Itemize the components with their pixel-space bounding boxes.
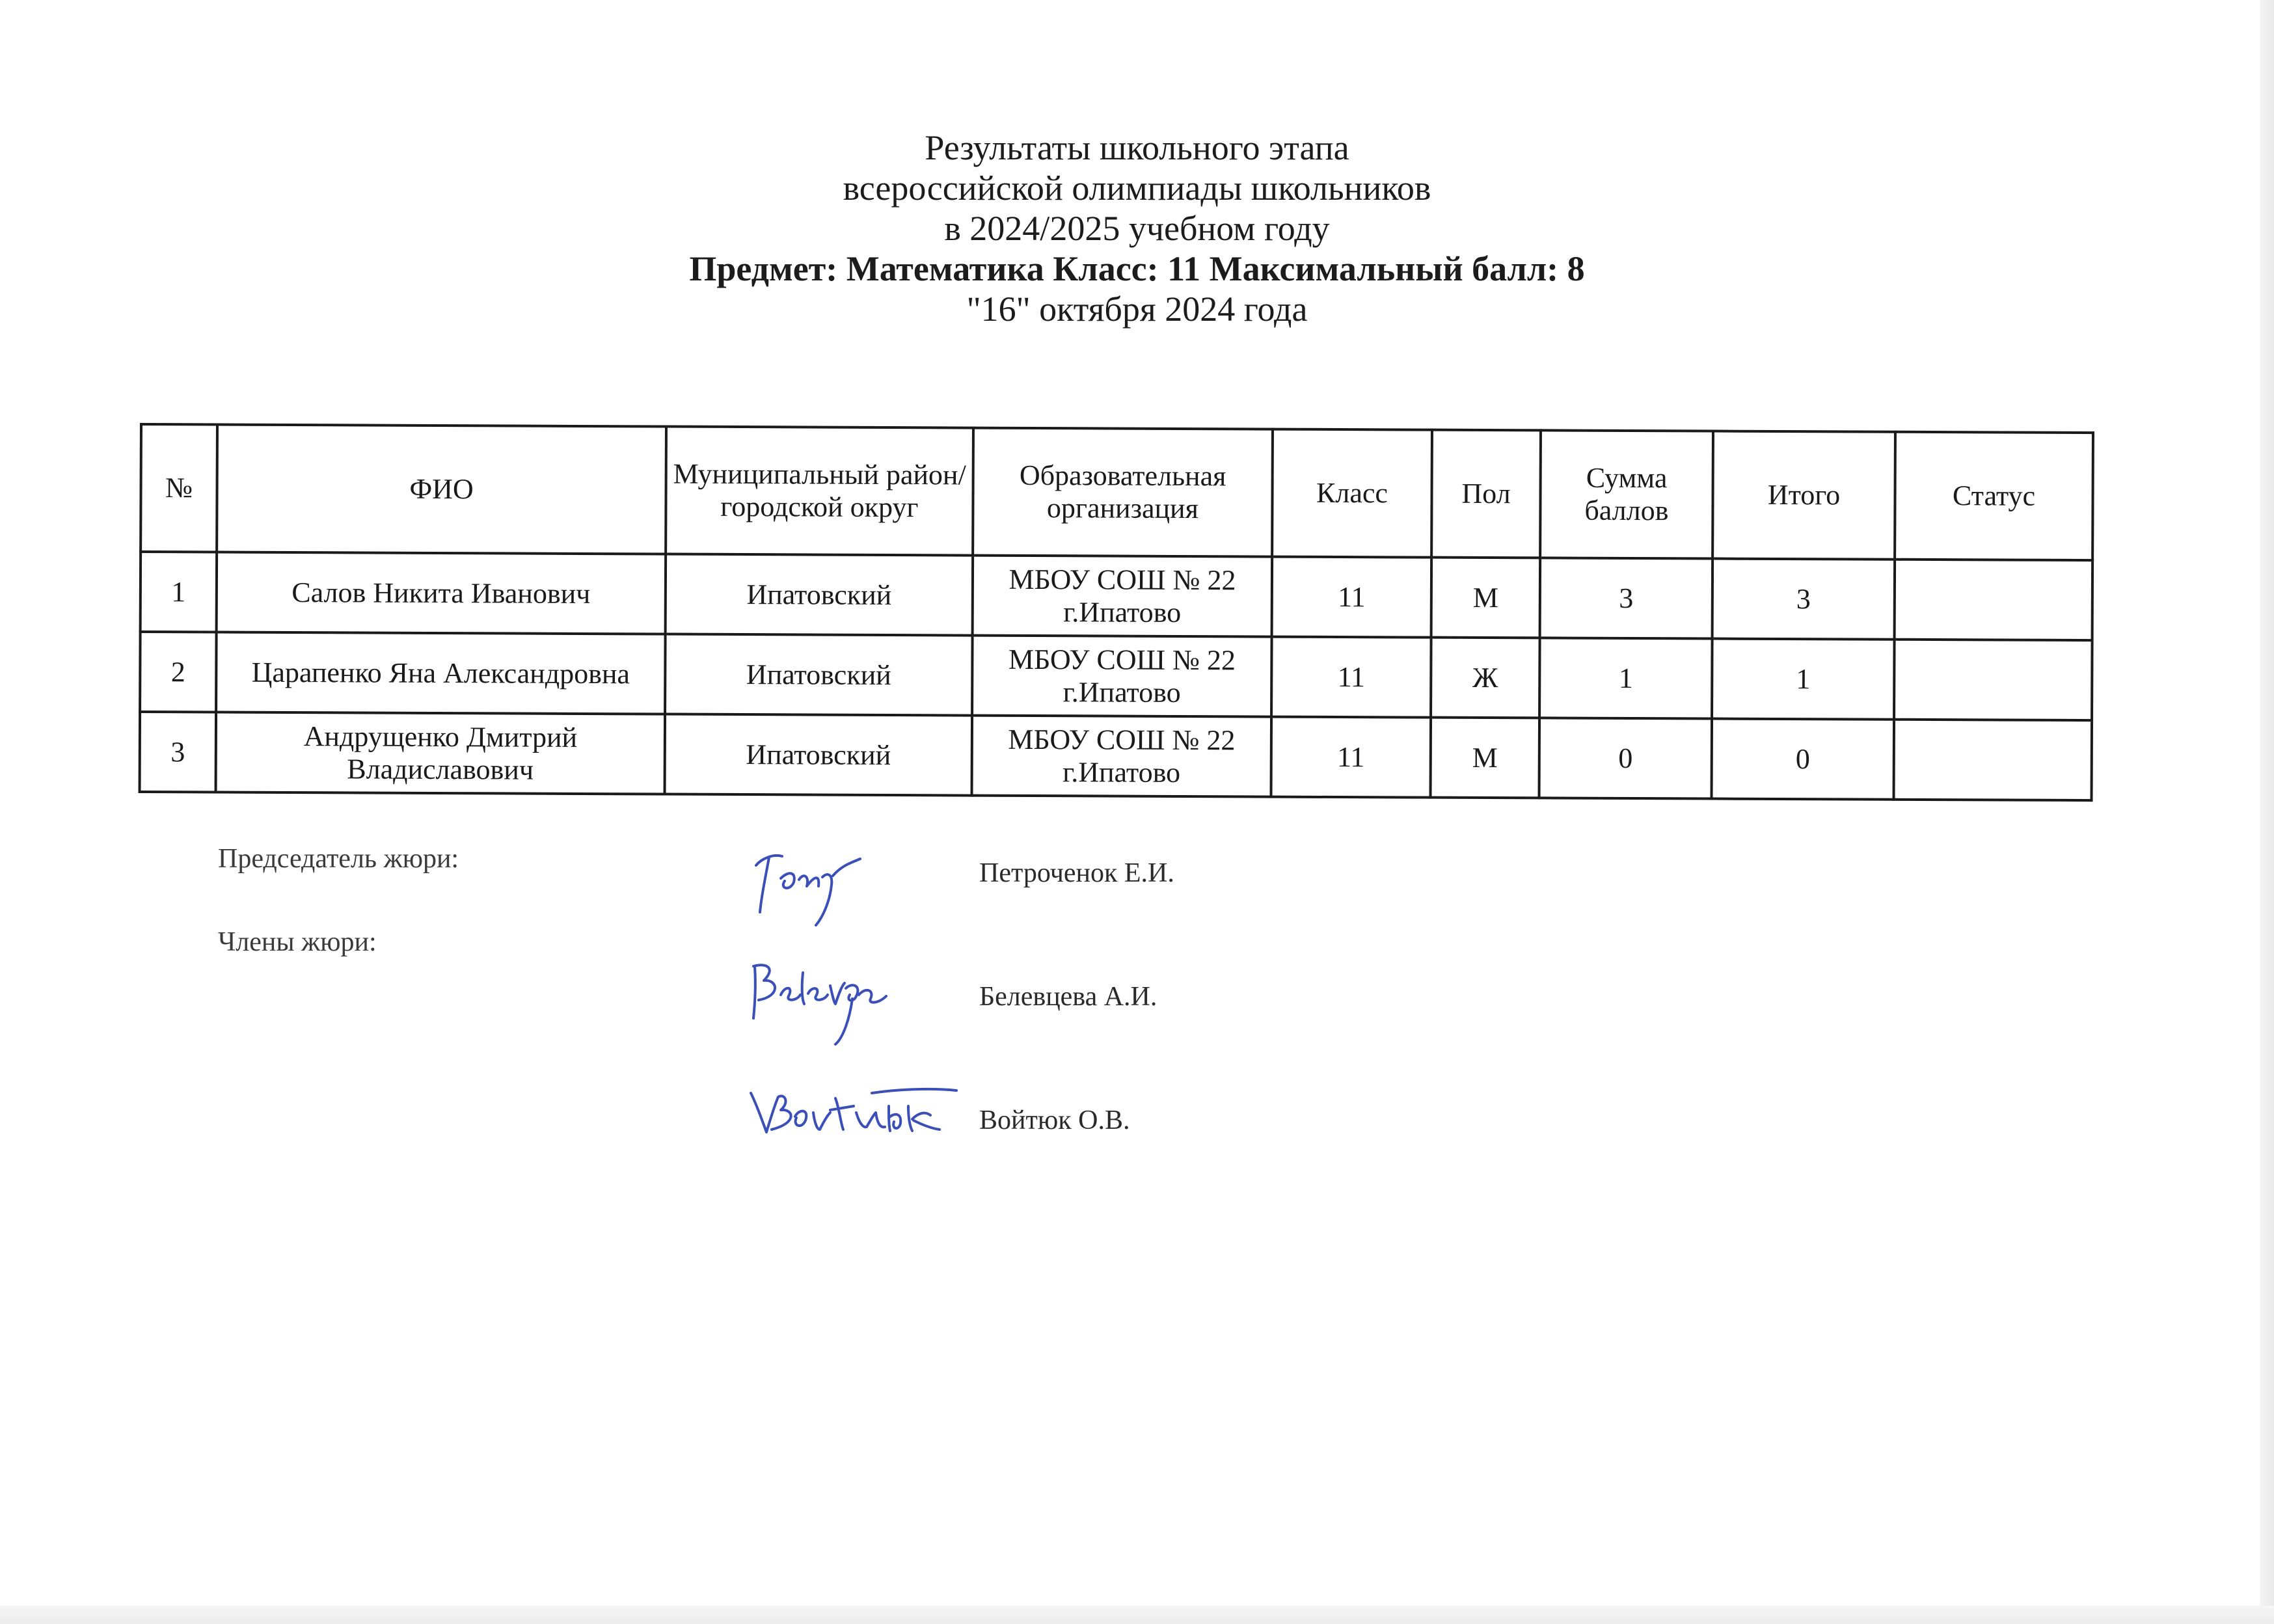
jury-members-label: Члены жюри: <box>218 927 377 957</box>
jury-member2-name: Войтюк О.В. <box>979 1105 1130 1135</box>
cell-fio: Царапенко Яна Александровна <box>216 632 666 714</box>
cell-org: МБОУ СОШ № 22 г.Ипатово <box>972 716 1272 797</box>
cell-sum: 0 <box>1539 718 1712 798</box>
cell-fio: Салов Никита Иванович <box>217 552 666 634</box>
cell-grade: 11 <box>1272 557 1432 638</box>
member1-signature-icon <box>742 947 898 1051</box>
cell-total: 1 <box>1712 639 1895 720</box>
cell-sum: 1 <box>1539 638 1712 718</box>
cell-district: Ипатовский <box>665 714 973 796</box>
cell-grade: 11 <box>1271 717 1431 798</box>
scan-right-edge <box>2260 0 2274 1624</box>
header-status: Статус <box>1895 432 2093 560</box>
cell-total: 0 <box>1712 719 1895 800</box>
header-num: № <box>141 424 217 552</box>
header-grade: Класс <box>1272 429 1432 558</box>
heading-line-subject: Предмет: Математика Класс: 11 Максимальный балл: 8 <box>689 249 1585 288</box>
cell-status <box>1894 640 2092 720</box>
cell-district: Ипатовский <box>666 554 973 636</box>
heading-line-title: Результаты школьного этапа <box>925 128 1349 167</box>
jury-member1-name: Белевцева А.И. <box>979 982 1157 1012</box>
cell-status <box>1894 720 2092 800</box>
results-table <box>139 423 2094 802</box>
cell-num: 1 <box>141 552 217 632</box>
cell-sex: Ж <box>1431 638 1540 718</box>
member2-signature-icon <box>742 1080 963 1145</box>
chair-signature-icon <box>742 839 872 930</box>
cell-fio: Андрущенко Дмитрий Владиславович <box>216 712 666 794</box>
header-org: Образовательная организация <box>973 428 1273 557</box>
heading-line-year: в 2024/2025 учебном году <box>944 209 1330 248</box>
header-district: Муниципальный район/городской округ <box>666 427 973 556</box>
cell-district: Ипатовский <box>665 634 973 716</box>
header-sum: Сумма баллов <box>1540 430 1713 558</box>
header-fio: ФИО <box>217 425 666 554</box>
table-row <box>141 552 2093 640</box>
cell-num: 3 <box>140 712 217 792</box>
scan-bottom-edge <box>0 1606 2274 1624</box>
cell-sex: М <box>1431 558 1541 638</box>
document-heading <box>0 128 2274 329</box>
cell-org: МБОУ СОШ № 22 г.Ипатово <box>972 636 1272 717</box>
table-header-row <box>141 424 2093 560</box>
header-sex: Пол <box>1431 430 1541 558</box>
jury-chair-name: Петроченок Е.И. <box>979 858 1174 888</box>
heading-line-olympiad: всероссийской олимпиады школьников <box>843 169 1431 208</box>
heading-line-date: "16" октября 2024 года <box>966 290 1308 329</box>
cell-sex: М <box>1431 718 1540 798</box>
table-row <box>140 632 2092 720</box>
table-row <box>140 712 2092 800</box>
cell-org: МБОУ СОШ № 22 г.Ипатово <box>973 556 1273 637</box>
cell-num: 2 <box>140 632 217 712</box>
jury-chair-label: Председатель жюри: <box>218 844 459 874</box>
cell-status <box>1895 560 2093 640</box>
cell-sum: 3 <box>1540 558 1713 638</box>
cell-total: 3 <box>1712 559 1895 640</box>
header-total: Итого <box>1712 431 1895 560</box>
cell-grade: 11 <box>1271 637 1431 718</box>
